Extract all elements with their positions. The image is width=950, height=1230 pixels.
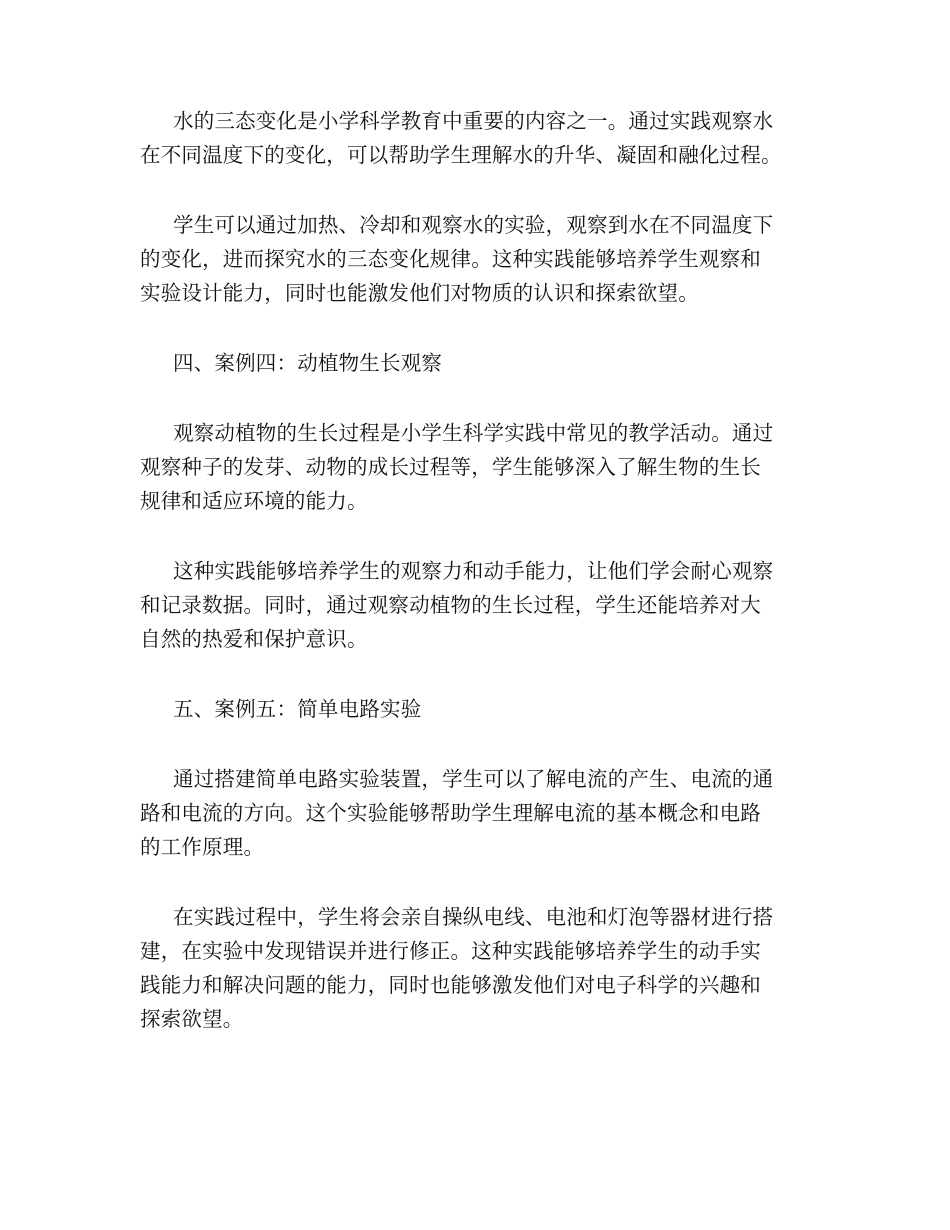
paragraph-line: 探索欲望。 (140, 1007, 244, 1031)
document-body (140, 104, 830, 1072)
section-heading-case-5 (140, 692, 830, 726)
paragraph-line: 在实践过程中，学生将会亲自操纵电线、电池和灯泡等器材进行搭 (173, 905, 774, 929)
paragraph-line: 践能力和解决问题的能力，同时也能够激发他们对电子科学的兴趣和 (140, 973, 761, 997)
paragraph-line: 观察动植物的生长过程是小学生科学实践中常见的教学活动。通过 (173, 421, 774, 445)
paragraph-line: 的变化，进而探究水的三态变化规律。这种实践能够培养学生观察和 (140, 247, 761, 271)
paragraph-line: 观察种子的发芽、动物的成长过程等，学生能够深入了解生物的生长 (140, 455, 761, 479)
paragraph-line: 实验设计能力，同时也能激发他们对物质的认识和探索欲望。 (140, 281, 699, 305)
paragraph-line: 在不同温度下的变化，可以帮助学生理解水的升华、凝固和融化过程。 (140, 143, 782, 167)
paragraph-circuit-intro (140, 762, 830, 864)
paragraph-line: 自然的热爱和保护意识。 (140, 627, 368, 651)
paragraph-growth-benefits (140, 554, 830, 656)
paragraph-line: 这种实践能够培养学生的观察力和动手能力，让他们学会耐心观察 (173, 559, 774, 583)
paragraph-growth-observation (140, 416, 830, 518)
paragraph-line: 的工作原理。 (140, 835, 265, 859)
paragraph-line: 学生可以通过加热、冷却和观察水的实验，观察到水在不同温度下 (173, 213, 774, 237)
section-heading-case-4 (140, 346, 830, 380)
paragraph-line: 水的三态变化是小学科学教育中重要的内容之一。通过实践观察水 (173, 109, 774, 133)
paragraph-circuit-practice (140, 900, 830, 1036)
paragraph-line: 通过搭建简单电路实验装置，学生可以了解电流的产生、电流的通 (173, 767, 774, 791)
paragraph-water-experiment (140, 208, 830, 310)
paragraph-line: 和记录数据。同时，通过观察动植物的生长过程，学生还能培养对大 (140, 593, 761, 617)
heading-line: 五、案例五：简单电路实验 (173, 697, 422, 721)
paragraph-line: 建，在实验中发现错误并进行修正。这种实践能够培养学生的动手实 (140, 939, 761, 963)
heading-line: 四、案例四：动植物生长观察 (173, 351, 443, 375)
paragraph-line: 路和电流的方向。这个实验能够帮助学生理解电流的基本概念和电路 (140, 801, 761, 825)
paragraph-line: 规律和适应环境的能力。 (140, 489, 368, 513)
paragraph-water-states (140, 104, 830, 172)
